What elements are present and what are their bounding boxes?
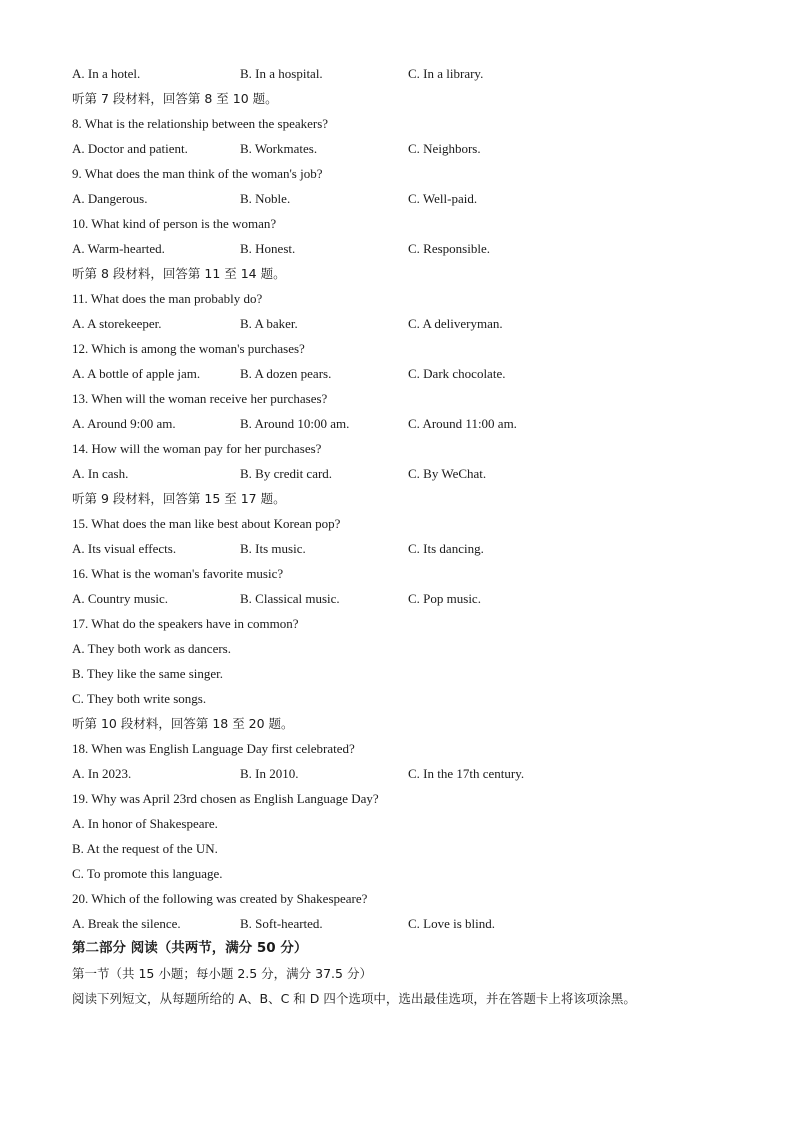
answer-option: A. Country music. (72, 591, 169, 606)
answer-option: A. In cash. (72, 466, 129, 481)
answer-option: C. Well-paid. (408, 191, 478, 206)
answer-option: B. Workmates. (240, 141, 318, 156)
answer-options-row (72, 61, 752, 86)
answer-options-row (72, 586, 752, 611)
section-instruction: 听第 8 段材料，回答第 11 至 14 题。 (72, 266, 286, 281)
answer-options-row (72, 411, 752, 436)
answer-options-row (72, 911, 752, 936)
answer-option: C. Neighbors. (408, 141, 481, 156)
answer-option: C. By WeChat. (408, 466, 487, 481)
exam-page (72, 61, 752, 1011)
answer-option: B. In 2010. (240, 766, 299, 781)
answer-options-row (72, 311, 752, 336)
answer-option: A. Warm-hearted. (72, 241, 165, 256)
answer-option: A. A storekeeper. (72, 316, 162, 331)
question-text: 13. When will the woman receive her purchases? (72, 391, 328, 406)
answer-option: A. Break the silence. (72, 916, 181, 931)
answer-option: B. Soft-hearted. (240, 916, 323, 931)
answer-options-row (72, 536, 752, 561)
answer-option: A. Dangerous. (72, 191, 148, 206)
question-text: 17. What do the speakers have in common? (72, 616, 299, 631)
answer-option: A. In a hotel. (72, 66, 141, 81)
answer-option: C. Its dancing. (408, 541, 484, 556)
answer-option: B. Honest. (240, 241, 296, 256)
question-text: 20. Which of the following was created by Shakespeare? (72, 891, 368, 906)
section-instruction: 阅读下列短文，从每题所给的 A、B、C 和 D 四个选项中，选出最佳选项，并在答题卡上将该项涂黑。 (72, 991, 636, 1006)
answer-option: B. A dozen pears. (240, 366, 332, 381)
part-heading: 第二部分 阅读（共两节，满分 50 分） (72, 940, 308, 956)
question-text: 14. How will the woman pay for her purchases? (72, 441, 322, 456)
answer-options-row (72, 361, 752, 386)
question-text: 8. What is the relationship between the speakers? (72, 116, 329, 131)
answer-option: B. Around 10:00 am. (240, 416, 350, 431)
answer-option: C. In a library. (408, 66, 484, 81)
answer-option: A. In 2023. (72, 766, 132, 781)
question-text: C. They both write songs. (72, 691, 207, 706)
answer-options-row (72, 236, 752, 261)
answer-option: B. In a hospital. (240, 66, 323, 81)
section-instruction: 第一节（共 15 小题；每小题 2.5 分，满分 37.5 分） (72, 966, 372, 981)
section-instruction: 听第 7 段材料，回答第 8 至 10 题。 (72, 91, 278, 106)
answer-option: A. Around 9:00 am. (72, 416, 176, 431)
answer-options-row (72, 186, 752, 211)
section-instruction: 听第 10 段材料，回答第 18 至 20 题。 (72, 716, 294, 731)
question-text: A. In honor of Shakespeare. (72, 816, 218, 831)
question-text: 10. What kind of person is the woman? (72, 216, 277, 231)
answer-option: C. Pop music. (408, 591, 481, 606)
question-text: A. They both work as dancers. (72, 641, 231, 656)
answer-option: B. Its music. (240, 541, 306, 556)
answer-option: C. Around 11:00 am. (408, 416, 517, 431)
answer-option: C. Love is blind. (408, 916, 496, 931)
question-text: 12. Which is among the woman's purchases? (72, 341, 305, 356)
answer-option: B. By credit card. (240, 466, 333, 481)
question-text: 18. When was English Language Day first celebrated? (72, 741, 355, 756)
answer-option: B. Classical music. (240, 591, 340, 606)
section-instruction: 听第 9 段材料，回答第 15 至 17 题。 (72, 491, 286, 506)
question-text: 19. Why was April 23rd chosen as English Language Day? (72, 791, 379, 806)
answer-option: C. Responsible. (408, 241, 490, 256)
question-text: C. To promote this language. (72, 866, 223, 881)
answer-options-row (72, 136, 752, 161)
question-text: 9. What does the man think of the woman's job? (72, 166, 323, 181)
question-text: 11. What does the man probably do? (72, 291, 263, 306)
answer-option: B. A baker. (240, 316, 298, 331)
answer-option: C. Dark chocolate. (408, 366, 506, 381)
question-text: B. At the request of the UN. (72, 841, 218, 856)
answer-options-row (72, 461, 752, 486)
question-text: 16. What is the woman's favorite music? (72, 566, 284, 581)
question-text: B. They like the same singer. (72, 666, 224, 681)
answer-option: B. Noble. (240, 191, 291, 206)
answer-option: C. In the 17th century. (408, 766, 525, 781)
answer-option: C. A deliveryman. (408, 316, 503, 331)
answer-option: A. Its visual effects. (72, 541, 177, 556)
answer-option: A. Doctor and patient. (72, 141, 188, 156)
answer-option: A. A bottle of apple jam. (72, 366, 201, 381)
question-text: 15. What does the man like best about Korean pop? (72, 516, 341, 531)
answer-options-row (72, 761, 752, 786)
